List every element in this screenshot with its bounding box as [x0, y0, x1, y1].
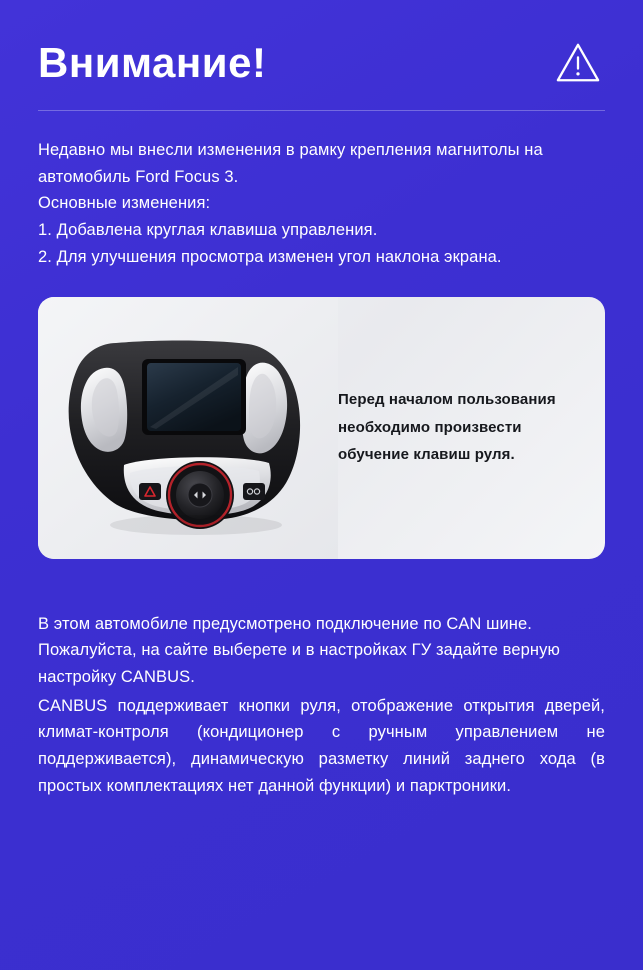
body-line-1: В этом автомобиле предусмотрено подключение по CAN шине. — [38, 614, 532, 633]
card-note-line-3: обучение клавиш руля. — [338, 446, 515, 464]
body-line-2: Пожалуйста, на сайте выберете и в настройках ГУ задайте верную настройку CANBUS. — [38, 641, 560, 687]
page-title: Внимание! — [38, 38, 267, 86]
card-note-line-2: необходимо произвести — [338, 418, 522, 436]
warning-triangle-icon — [555, 40, 601, 86]
card-note-line-1: Перед началом пользования — [338, 390, 556, 408]
intro-text-block — [38, 111, 605, 271]
intro-line-2: Основные изменения: — [38, 194, 211, 213]
card-note — [338, 386, 574, 469]
intro-line-4: 2. Для улучшения просмотра изменен угол наклона экрана. — [38, 247, 502, 266]
body-text-block — [38, 559, 605, 800]
info-card — [38, 297, 605, 559]
page-header — [38, 0, 605, 104]
intro-line-1: Недавно мы внесли изменения в рамку крепления магнитолы на автомобиль Ford Focus 3. — [38, 141, 543, 186]
ford-focus-head-unit-photo — [38, 297, 338, 559]
body-paragraph: CANBUS поддерживает кнопки руля, отображение открытия дверей, климат-контроля (кондиционер с ручным управлением не поддерживается), динамическую разметку линий заднего хода (в простых комплектациях нет данной функции) и парктроники. — [38, 696, 605, 795]
intro-line-3: 1. Добавлена круглая клавиша управления. — [38, 221, 378, 240]
